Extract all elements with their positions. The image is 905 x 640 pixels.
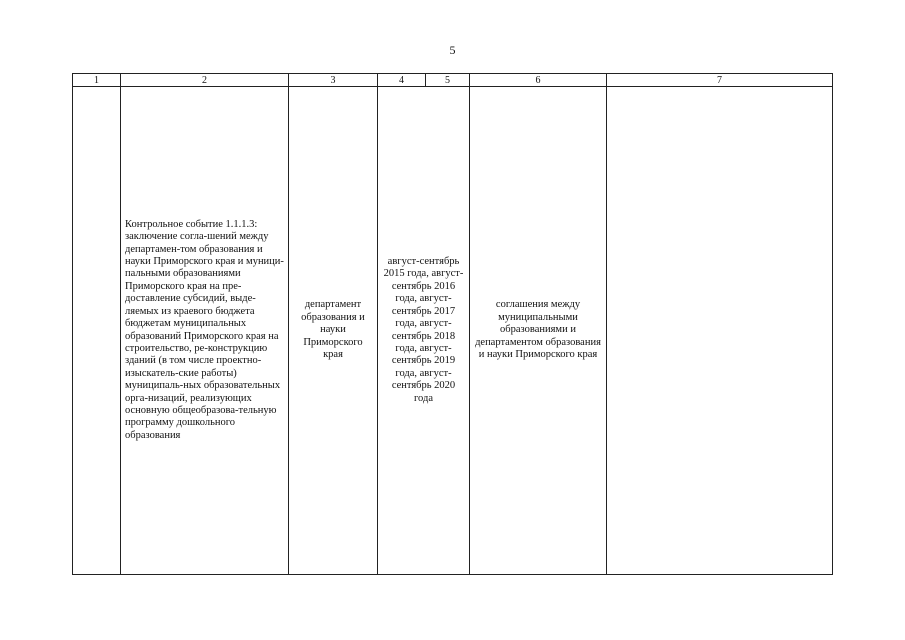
header-col-3: 3 <box>289 74 378 87</box>
cell-number <box>73 87 121 575</box>
header-row <box>73 74 833 87</box>
header-col-2: 2 <box>121 74 289 87</box>
table-row <box>73 87 833 575</box>
page-number: 5 <box>449 43 456 57</box>
cell-notes <box>607 87 833 575</box>
cell-result: соглашения между муниципальными образованиями и департаментом образования и науки Приморского края <box>470 87 607 575</box>
cell-event-description: Контрольное событие 1.1.1.3: заключение согла-шений между департамен-том образования и науки Приморского края и муници-пальными образованиями Приморского края на пре-доставление субсидий, выде-ляемых из краевого бюджета бюджетам муниципальных образований Приморского края на строительство, ре-конструкцию зданий (в том числе проектно-изыскатель-ские работы) муниципаль-ных образовательных орга-низаций, реализующих основную общеобразова-тельную программу дошкольного образования <box>121 87 289 575</box>
header-col-6: 6 <box>470 74 607 87</box>
header-col-1: 1 <box>73 74 121 87</box>
header-col-7: 7 <box>607 74 833 87</box>
header-col-4: 4 <box>378 74 426 87</box>
cell-period: август-сентябрь 2015 года, август-сентябрь 2016 года, август-сентябрь 2017 года, август-сентябрь 2018 года, август-сентябрь 2019 года, август-сентябрь 2020 года <box>378 87 470 575</box>
cell-responsible: департамент образования и науки Приморского края <box>289 87 378 575</box>
activity-table <box>72 73 833 575</box>
header-col-5: 5 <box>426 74 470 87</box>
